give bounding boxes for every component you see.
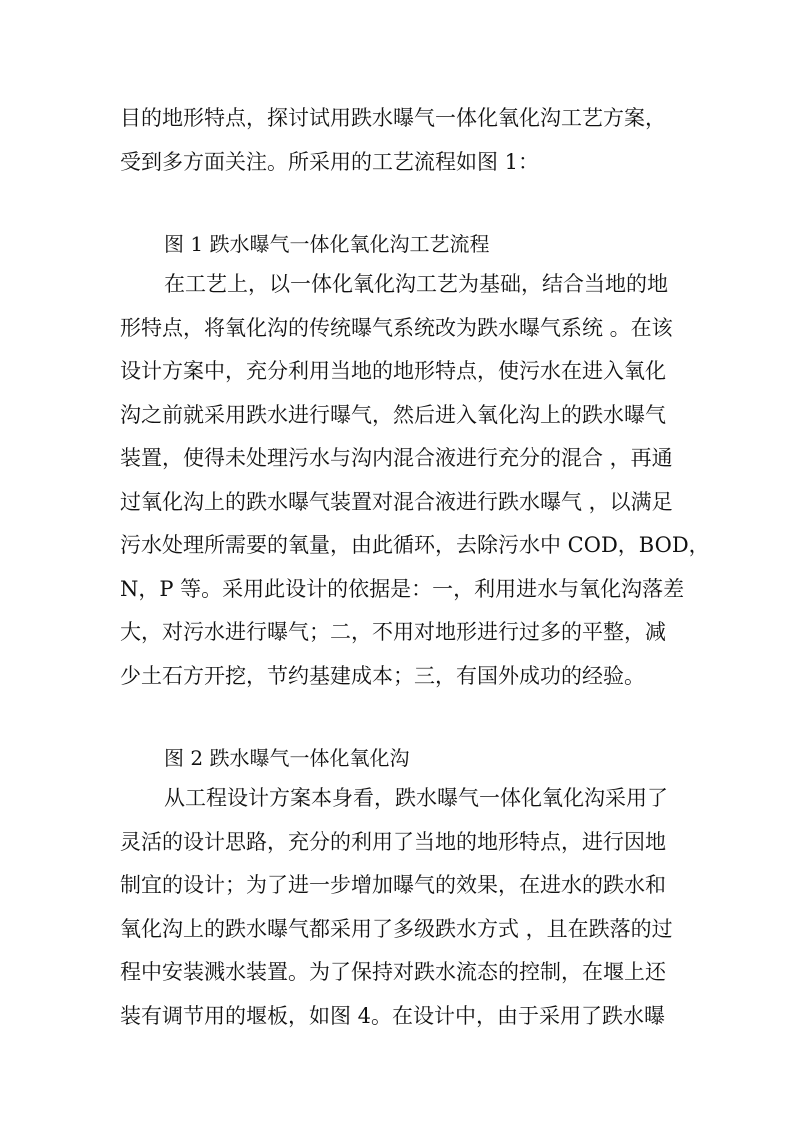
text-line: 污水处理所需要的氧量，由此循环，去除污水中 COD，BOD， <box>120 533 710 557</box>
text-line: 在工艺上，以一体化氧化沟工艺为基础，结合当地的地 <box>164 272 668 296</box>
text-line: 装有调节用的堰板，如图 4。在设计中，由于采用了跌水曝 <box>120 1004 666 1028</box>
text-line: 沟之前就采用跌水进行曝气，然后进入氧化沟上的跌水曝气 <box>120 403 666 427</box>
text-line: 程中安装溅水装置。为了保持对跌水流态的控制，在堰上还 <box>120 960 666 984</box>
figure-1-caption: 图 1 跌水曝气一体化氧化沟工艺流程 <box>164 232 490 256</box>
text-line: 从工程设计方案本身看，跌水曝气一体化氧化沟采用了 <box>164 786 668 810</box>
text-line: 设计方案中，充分利用当地的地形特点，使污水在进入氧化 <box>120 359 666 383</box>
text-line: 少土石方开挖，节约基建成本；三，有国外成功的经验。 <box>120 664 645 688</box>
text-line: N，P 等。采用此设计的依据是：一，利用进水与氧化沟落差 <box>120 577 685 601</box>
figure-2-caption: 图 2 跌水曝气一体化氧化沟 <box>164 746 410 770</box>
text-line: 目的地形特点，探讨试用跌水曝气一体化氧化沟工艺方案， <box>120 106 666 130</box>
text-line: 装置，使得未处理污水与沟内混合液进行充分的混合 ，再通 <box>120 446 673 470</box>
text-line: 氧化沟上的跌水曝气都采用了多级跌水方式 ，且在跌落的过 <box>120 917 673 941</box>
text-line: 大，对污水进行曝气；二，不用对地形进行过多的平整，减 <box>120 620 666 644</box>
text-line: 受到多方面关注。所采用的工艺流程如图 1： <box>120 150 540 174</box>
text-line: 形特点，将氧化沟的传统曝气系统改为跌水曝气系统 。在该 <box>120 316 673 340</box>
text-line: 过氧化沟上的跌水曝气装置对混合液进行跌水曝气 ，以满足 <box>120 490 673 514</box>
text-line: 制宜的设计；为了进一步增加曝气的效果，在进水的跌水和 <box>120 873 666 897</box>
text-line: 灵活的设计思路，充分的利用了当地的地形特点，进行因地 <box>120 830 666 854</box>
